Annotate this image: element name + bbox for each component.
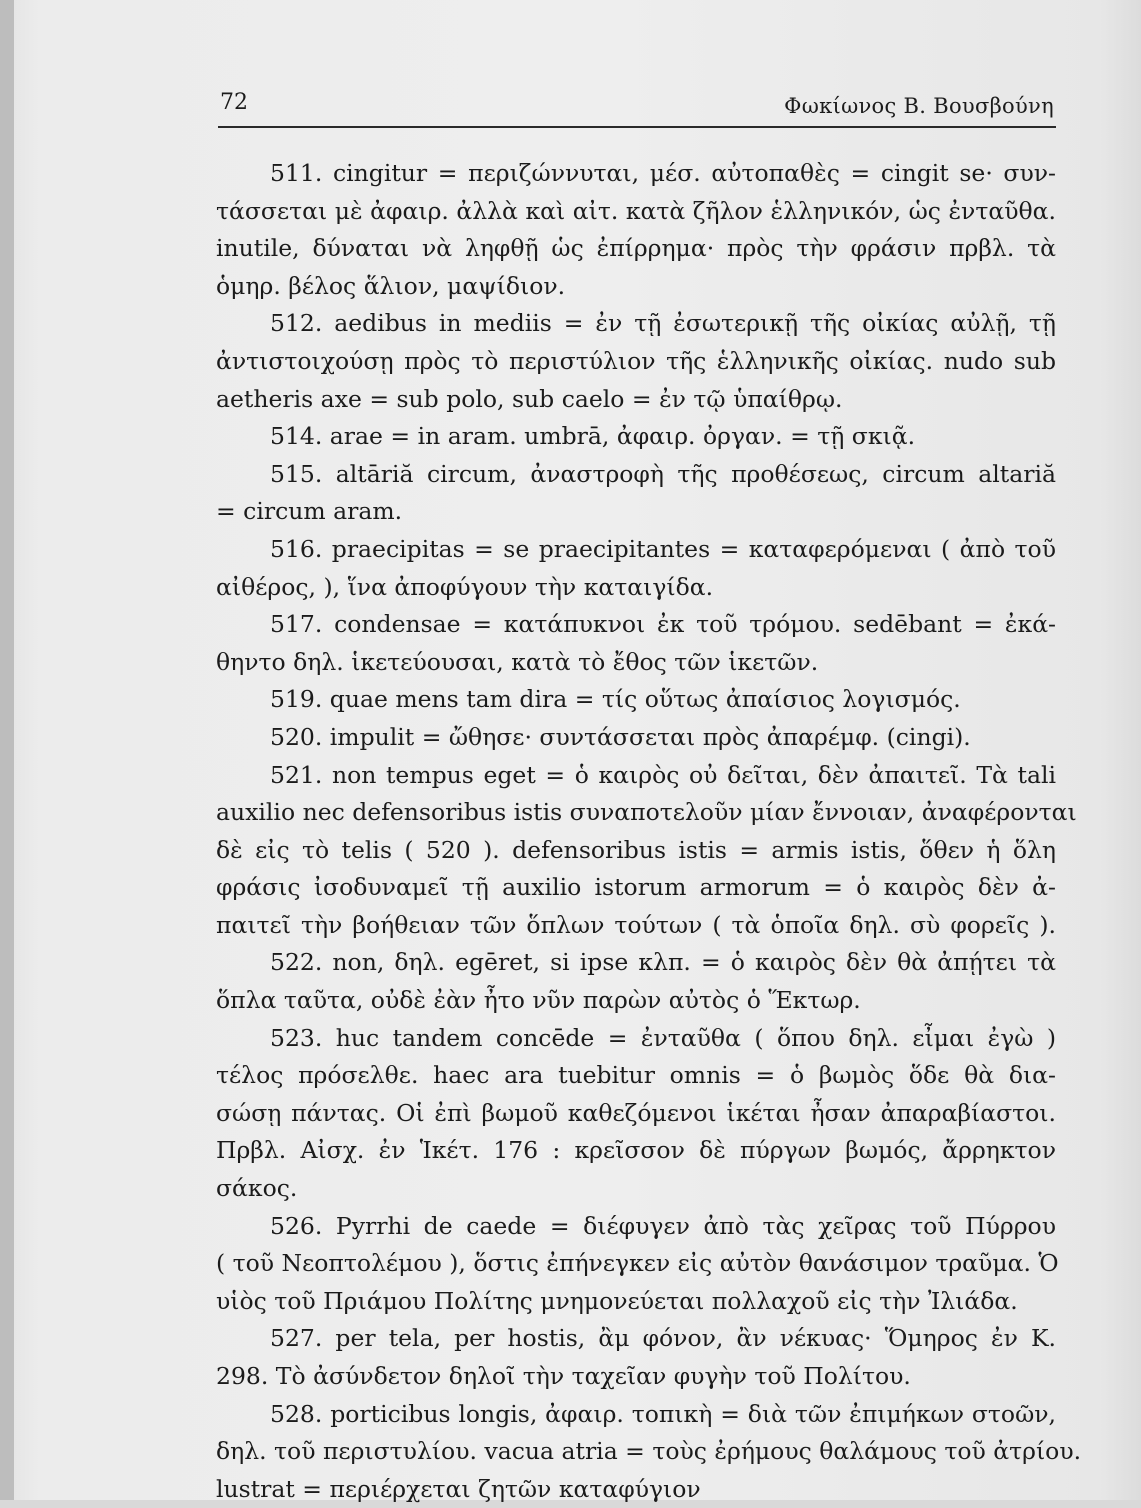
text-line: 511. cingitur = περιζώννυται, μέσ. αὐτοπαθὲς = cingit se· συν- — [270, 159, 1056, 187]
text-line: σάκος. — [216, 1174, 298, 1203]
text-line: φράσις ἰσοδυναμεῖ τῇ auxilio istorum armorum = ὁ καιρὸς δὲν ἀ- — [216, 873, 1056, 902]
text-line: 526. Pyrrhi de caede = διέφυγεν ἀπὸ τὰς χεῖρας τοῦ Πύρρου — [270, 1211, 1056, 1240]
text-line: 516. praecipitas = se praecipitantes = καταφερόμεναι ( ἀπὸ τοῦ — [270, 534, 1056, 563]
page-gutter-shadow — [0, 0, 14, 1500]
text-line: 523. huc tandem concēde = ἐνταῦθα ( ὅπου δηλ. εἶμαι ἐγὼ ) — [270, 1023, 1056, 1052]
text-line: αἰθέρος, ), ἵνα ἀποφύγουν τὴν καταιγίδα. — [216, 572, 714, 601]
commentary-text — [216, 155, 1082, 1508]
text-line: 521. non tempus eget = ὁ καιρὸς οὐ δεῖται, δὲν ἀπαιτεῖ. Τὰ tali — [270, 760, 1056, 789]
text-line: 519. quae mens tam dira = τίς οὕτως ἀπαίσιος λογισμός. — [270, 685, 961, 714]
text-line: τέλος πρόσελθε. haec ara tuebitur omnis = ὁ βωμὸς ὅδε θὰ δια- — [216, 1061, 1056, 1090]
text-line: 517. condensae = κατάπυκνοι ἐκ τοῦ τρόμου. sedēbant = ἐκά- — [270, 610, 1056, 639]
text-line: 515. altāriă circum, ἀναστροφὴ τῆς προθέσεως, circum altariă — [270, 459, 1056, 488]
text-line: δηλ. τοῦ περιστυλίου. vacua atria = τοὺς ἐρήμους θαλάμους τοῦ ἀτρίου. — [216, 1437, 1082, 1466]
text-line: 520. impulit = ὤθησε· συντάσσεται πρὸς ἀπαρέμφ. (cingi). — [270, 722, 971, 751]
text-line: τάσσεται μὲ ἀφαιρ. ἀλλὰ καὶ αἰτ. κατὰ ζῆλον ἑλληνικόν, ὡς ἐνταῦθα. — [216, 196, 1056, 225]
text-line: 298. Τὸ ἀσύνδετον δηλοῖ τὴν ταχεῖαν φυγὴν τοῦ Πολίτου. — [216, 1362, 911, 1390]
text-line: δὲ εἰς τὸ telis ( 520 ). defensoribus istis = armis istis, ὅθεν ἡ ὅλη — [216, 835, 1056, 864]
text-line: ὁμηρ. βέλος ἅλιον, μαψίδιον. — [216, 271, 566, 300]
text-line: 527. per tela, per hostis, ἂμ φόνον, ἂν νέκυας· Ὅμηρος ἐν Κ. — [270, 1324, 1056, 1353]
page-header — [218, 84, 1056, 128]
text-line: θηντο δηλ. ἱκετεύουσαι, κατὰ τὸ ἔθος τῶν ἱκετῶν. — [216, 647, 819, 676]
text-line: 512. aedibus in mediis = ἐν τῇ ἐσωτερικῇ τῆς οἰκίας αὐλῇ, τῇ — [270, 309, 1056, 338]
text-line: ( τοῦ Νεοπτολέμου ), ὅστις ἐπήνεγκεν εἰς αὐτὸν θανάσιμον τραῦμα. Ὁ — [216, 1249, 1059, 1278]
text-line: inutile, δύναται νὰ ληφθῇ ὡς ἐπίρρημα· πρὸς τὴν φράσιν πρβλ. τὰ — [216, 234, 1056, 263]
text-line: = circum aram. — [216, 497, 403, 526]
text-line: 528. porticibus longis, ἀφαιρ. τοπικὴ = διὰ τῶν ἐπιμήκων στοῶν, — [270, 1399, 1056, 1428]
text-line: Πρβλ. Αἰσχ. ἐν Ἱκέτ. 176 : κρεῖσσον δὲ πύργων βωμός, ἄρρηκτον — [216, 1136, 1056, 1165]
text-line: ὅπλα ταῦτα, οὐδὲ ἐὰν ἦτο νῦν παρὼν αὐτὸς ὁ Ἕκτωρ. — [216, 986, 861, 1015]
text-line: ἀντιστοιχούσῃ πρὸς τὸ περιστύλιον τῆς ἑλληνικῆς οἰκίας. nudo sub — [216, 346, 1056, 375]
page-number: 72 — [220, 90, 248, 115]
text-line: σώσῃ πάντας. Οἱ ἐπὶ βωμοῦ καθεζόμενοι ἱκέται ἦσαν ἀπαραβίαστοι. — [216, 1098, 1056, 1127]
text-line: auxilio nec defensoribus istis συναποτελοῦν μίαν ἔννοιαν, ἀναφέρονται — [216, 798, 1077, 827]
text-line: παιτεῖ τὴν βοήθειαν τῶν ὅπλων τούτων ( τὰ ὁποῖα δηλ. σὺ φορεῖς ). — [216, 910, 1056, 939]
text-line: aetheris axe = sub polo, sub caelo = ἐν τῷ ὑπαίθρῳ. — [216, 384, 843, 413]
text-line: lustrat = περιέρχεται ζητῶν καταφύγιον — [216, 1474, 701, 1503]
text-line: υἱὸς τοῦ Πριάμου Πολίτης μνημονεύεται πολλαχοῦ εἰς τὴν Ἰλιάδα. — [216, 1286, 1018, 1315]
running-head: Φωκίωνος Β. Βουσβούνη — [784, 94, 1054, 118]
text-line: 522. non, δηλ. egēret, si ipse κλπ. = ὁ καιρὸς δὲν θὰ ἀπῄτει τὰ — [270, 948, 1056, 977]
text-line: 514. arae = in aram. umbrā, ἀφαιρ. ὀργαν. = τῇ σκιᾷ. — [270, 422, 916, 451]
